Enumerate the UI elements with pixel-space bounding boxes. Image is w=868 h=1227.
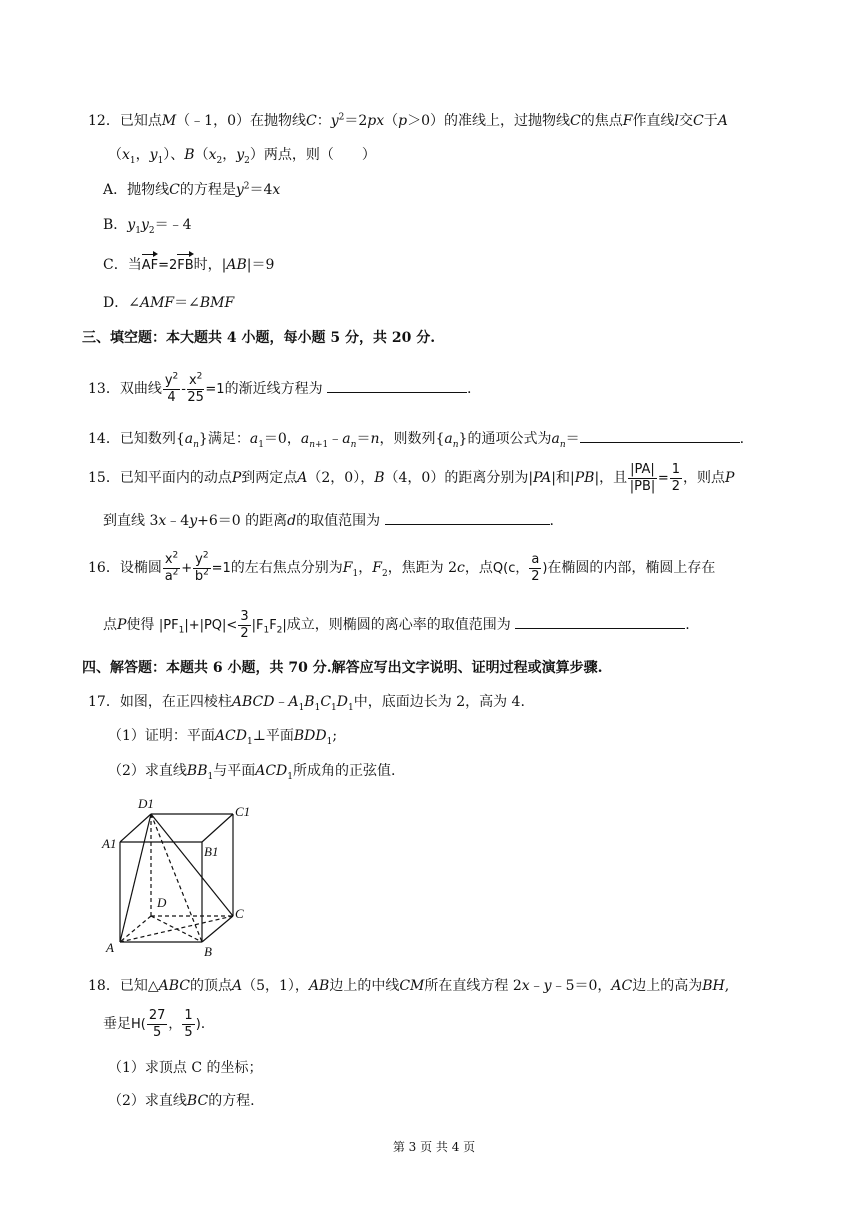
prism-figure: [100, 792, 260, 962]
q12-option-c: C．当AF=2FB时，|AB|＝9: [103, 255, 274, 276]
q18-line1: 18．已知△ABC的顶点A（5，1），AB边上的中线CM所在直线方程 2x﹣y﹣5＝0，AC边上的高为BH,: [88, 978, 730, 994]
label-c1: C1: [235, 804, 251, 819]
edge-a1d1: [120, 814, 151, 842]
section-3-heading: 三、填空题：本大题共 4 小题，每小题 5 分，共 20 分.: [82, 330, 436, 346]
q18-part2: （2）求直线BC的方程.: [108, 1093, 255, 1109]
label-d1: D1: [138, 796, 154, 811]
edge-db: [151, 916, 202, 942]
q17-stem: 17．如图，在正四棱柱$ABCD﹣A_1B_1C_1D_1$中，底面边长为 2，高为 4.: [88, 694, 525, 713]
label-b1: B1: [204, 844, 219, 859]
q12-line2: （$x_1$，$y_1$）、$B(x_2$，$y_2$）两点，则（ ）: [108, 147, 376, 166]
q12-line1: 12．已知点M（﹣1，0）在抛物线C：$y^2=2px(p>0)$的准线上，过抛物线C的焦点F作直线l交C于A: [88, 112, 728, 129]
q15-line2: 到直线 3x﹣4y+6＝0 的距离d的取值范围为 .: [103, 510, 554, 531]
q18-part1: （1）求顶点 C 的坐标；: [108, 1060, 263, 1076]
q16-line2: 点P使得 $|PF_1|+|PQ|<$ $\frac{3}{2}$ $|F_1F_2|$成立，则椭圆的离心率的取值范围为 .: [103, 608, 690, 641]
edge-d1b: [151, 814, 202, 942]
edge-d1a: [120, 814, 151, 942]
q18-line2: 垂足H( $\frac{27}{5}$ ， $\frac{1}{5}$ ).: [103, 1007, 206, 1040]
q15-line1: 15．已知平面内的动点P到两定点A（2，0），B（4，0）的距离分别为|PA|和|PB|，且 $\frac{|PA|}{|PB|}$ = $\frac{1}{2}$ ，则点P: [88, 461, 735, 494]
q16-line1: 16．设椭圆 $\frac{x^2}{a^2}$ + $\frac{y^2}{b^2}$ =1的左右焦点分别为$F_1$，$F_2$，焦距为 2c，点Q(c， $\frac{a}{2}$ )在椭圆的内部，椭圆上存在: [88, 550, 716, 584]
section-4-heading: 四、解答题：本题共 6 小题，共 70 分.解答应写出文字说明、证明过程或演算步骤.: [82, 660, 603, 676]
q14: 14．已知数列$\{a_n\}$满足：$a_1=0$，$a_{n+1}﹣a_n=n$，则数列$\{a_n\}$的通项公式为$a_n=$ .: [88, 428, 744, 449]
label-d: D: [157, 895, 167, 910]
label-a1: A1: [102, 836, 117, 851]
edge-b1c1: [202, 814, 233, 842]
q12-option-b: B．$y_1y_2=﹣4$: [103, 217, 192, 236]
q12-option-a: A．抛物线C的方程是$y^2=4x$: [103, 181, 281, 198]
label-b: B: [204, 944, 212, 959]
q17-part2: （2）求直线$BB_1$与平面$ACD_1$所成角的正弦值.: [108, 763, 396, 782]
label-c: C: [235, 906, 244, 921]
page-footer: 第 3 页 共 4 页: [392, 1140, 476, 1154]
label-a: A: [106, 940, 114, 955]
q17-part1: （1）证明：平面$ACD_1\perp$平面$BDD_1$;: [108, 728, 338, 747]
q12-option-d: D．∠AMF＝∠BMF: [103, 295, 235, 311]
q13: 13．双曲线 $\frac{y^2}{4}$ - $\frac{x^2}{25}$ =1的渐近线方程为 .: [88, 371, 472, 405]
